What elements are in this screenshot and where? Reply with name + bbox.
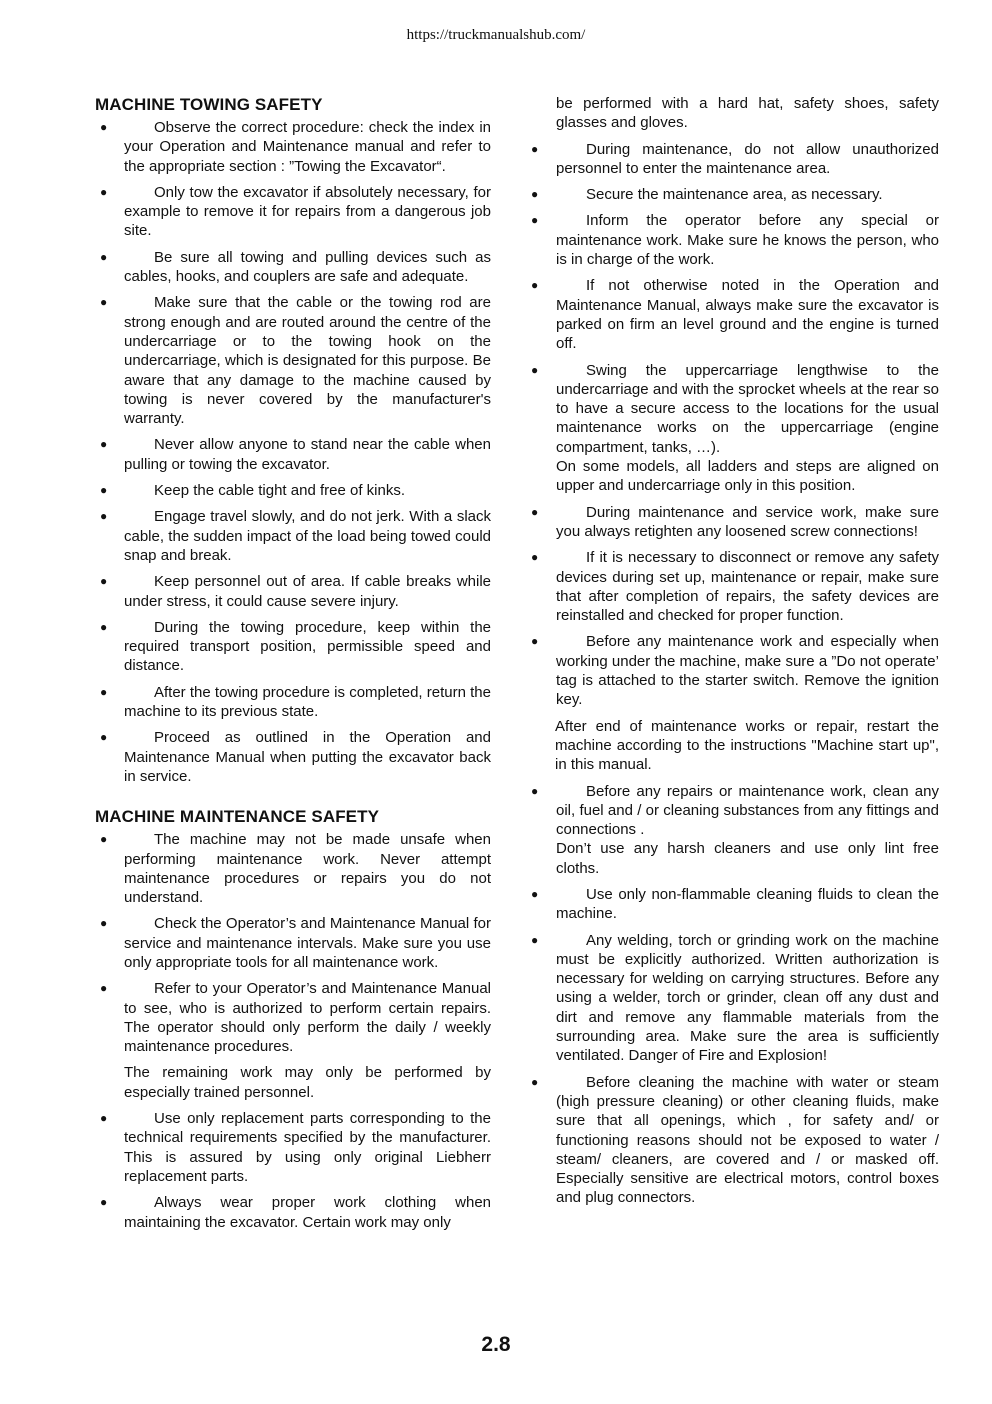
list-item xyxy=(526,548,939,625)
maintenance-safety-heading: MACHINE MAINTENANCE SAFETY xyxy=(95,807,380,827)
list-item xyxy=(95,481,491,500)
list-item xyxy=(95,1193,491,1232)
bullet-icon: ● xyxy=(100,574,108,589)
list-item xyxy=(95,572,491,611)
bullet-icon: ● xyxy=(100,730,108,745)
list-item-text: Only tow the excavator if absolutely necessary, for example to remove it for repairs from a dangerous job site. xyxy=(124,183,491,240)
bullet-icon: ● xyxy=(100,684,108,699)
bullet-icon: ● xyxy=(100,295,108,310)
list-item-text: Always wear proper work clothing when maintaining the excavator. Certain work may only xyxy=(124,1194,491,1231)
continued-text: be performed with a hard hat, safety shoes, safety glasses and gloves. xyxy=(556,95,939,132)
bullet-icon: ● xyxy=(531,1074,539,1089)
list-item xyxy=(95,979,491,1056)
list-item xyxy=(526,503,939,542)
list-item xyxy=(95,507,491,565)
towing-list xyxy=(95,118,491,786)
maintenance-list-1 xyxy=(95,830,491,1056)
list-item-text: Be sure all towing and pulling devices such as cables, hooks, and couplers are safe and adequate. xyxy=(124,248,491,286)
bullet-icon: ● xyxy=(531,362,539,377)
list-item xyxy=(526,185,939,204)
list-item xyxy=(526,885,939,924)
list-item xyxy=(95,914,491,972)
list-item xyxy=(526,140,939,179)
bullet-icon: ● xyxy=(100,483,108,498)
source-url: https://truckmanualshub.com/ xyxy=(406,27,586,43)
maintenance-list-3 xyxy=(526,140,939,354)
bullet-icon: ● xyxy=(100,619,108,634)
bullet-icon: ● xyxy=(100,916,108,931)
list-item xyxy=(526,782,939,878)
bullet-icon: ● xyxy=(100,184,108,199)
clean-note: Don’t use any harsh cleaners and use only lint free cloths. xyxy=(556,840,939,877)
swing-item-text: Swing the uppercarriage lengthwise to the undercarriage and with the sprocket wheels at the rear so to have a secure access to the locations for the usual maintenance works on the uppercarriage (engine compartment, tanks, …). xyxy=(556,361,939,456)
list-item xyxy=(95,293,491,428)
swing-note: On some models, all ladders and steps are aligned on upper and undercarriage only in this position. xyxy=(556,458,939,495)
list-item-text: Inform the operator before any special or maintenance work. Make sure he knows the person, who is in charge of the work. xyxy=(556,212,939,269)
bullet-icon: ● xyxy=(100,120,108,134)
list-item xyxy=(95,248,491,287)
list-item xyxy=(95,618,491,676)
list-item-text: Proceed as outlined in the Operation and Maintenance Manual when putting the excavator back in service. xyxy=(124,729,491,785)
list-item-text: Check the Operator’s and Maintenance Manual for service and maintenance intervals. Make sure you use only appropriate tools for all maintenance work. xyxy=(124,915,491,971)
list-item-text: Before cleaning the machine with water or steam (high pressure cleaning) or other cleaning fluids, make sure that all openings, which , for safety and/ or functioning reasons should not be exposed to water / steam/ cleaners, are covered and / or masked off. Especially sensitive are electrical motors, control boxes and plug connectors. xyxy=(556,1073,939,1207)
list-item-text: After the towing procedure is completed, return the machine to its previous state. xyxy=(124,683,491,721)
bullet-icon: ● xyxy=(531,504,539,519)
list-item-text: Before any maintenance work and especially when working under the machine, make sure a ”Do not operate’ tag is attached to the starter switch. Remove the ignition key. xyxy=(556,633,939,709)
restart-note: After end of maintenance works or repair, restart the machine according to the instructions "Machine start up", in this manual. xyxy=(555,717,939,774)
bullet-icon: ● xyxy=(531,213,539,228)
list-item-text: If not otherwise noted in the Operation and Maintenance Manual, always make sure the excavator is parked on firm an level ground and the engine is turned off. xyxy=(556,277,939,353)
bullet-icon: ● xyxy=(531,932,539,947)
list-item-text: If it is necessary to disconnect or remove any safety devices during set up, maintenance or repair, make sure that after completion of repairs, the safety devices are reinstalled and checked for proper function. xyxy=(556,549,939,625)
bullet-icon: ● xyxy=(531,783,539,798)
page-number: 2.8 xyxy=(481,1333,511,1356)
list-item xyxy=(95,830,491,907)
list-item-text: Use only replacement parts corresponding to the technical requirements specified by the manufacturer. This is assured by using only original Liebherr replacement parts. xyxy=(124,1110,491,1185)
towing-safety-heading: MACHINE TOWING SAFETY xyxy=(95,95,323,114)
list-item xyxy=(526,931,939,1066)
maintenance-list-2 xyxy=(95,1109,491,1232)
bullet-icon: ● xyxy=(100,832,108,847)
list-item-text: During the towing procedure, keep within the required transport position, permissible speed and distance. xyxy=(124,618,491,675)
bullet-icon: ● xyxy=(531,141,539,156)
bullet-icon: ● xyxy=(531,278,539,293)
list-item xyxy=(95,1109,491,1186)
list-item-text: Keep the cable tight and free of kinks. xyxy=(154,482,405,500)
list-item xyxy=(526,632,939,709)
bullet-icon: ● xyxy=(100,437,108,452)
list-item-text: During maintenance, do not allow unauthorized personnel to enter the maintenance area. xyxy=(556,140,939,177)
left-column xyxy=(95,94,491,1239)
list-item-text: Any welding, torch or grinding work on the machine must be explicitly authorized. Written authorization is necessary for welding on carrying structures. Before any using a welder, torch or grinder, clean off any dust and dirt and remove any flammable materials from the surrounding area. Make sure the area is sufficiently ventilated. Danger of Fire and Explosion! xyxy=(556,931,939,1065)
list-item-text: Secure the maintenance area, as necessary. xyxy=(586,186,883,204)
clean-item-text: Before any repairs or maintenance work, clean any oil, fuel and / or cleaning substances from any fittings and connections . xyxy=(556,782,939,839)
right-column xyxy=(526,94,939,1215)
bullet-icon: ● xyxy=(531,634,539,649)
bullet-icon: ● xyxy=(531,886,539,901)
list-item-text: Use only non-flammable cleaning fluids to clean the machine. xyxy=(556,885,939,923)
list-item-text: During maintenance and service work, make sure you always retighten any loosened screw connections! xyxy=(556,503,939,540)
list-item-text: Never allow anyone to stand near the cable when pulling or towing the excavator. xyxy=(124,436,491,473)
list-item xyxy=(95,118,491,176)
bullet-icon: ● xyxy=(100,981,108,996)
list-item-text: Keep personnel out of area. If cable breaks while under stress, it could cause severe injury. xyxy=(124,573,491,610)
bullet-icon: ● xyxy=(531,187,539,202)
list-item xyxy=(95,683,491,722)
list-item-text: Engage travel slowly, and do not jerk. With a slack cable, the sudden impact of the load being towed could snap and break. xyxy=(124,508,491,564)
bullet-icon: ● xyxy=(100,509,108,524)
list-item xyxy=(95,728,491,786)
list-item-text: The machine may not be made unsafe when performing maintenance work. Never attempt maintenance procedures or repairs you do not understand. xyxy=(124,831,491,907)
bullet-icon: ● xyxy=(531,550,539,565)
bullet-icon: ● xyxy=(100,249,108,264)
list-item-text: Observe the correct procedure: check the index in your Operation and Maintenance manual and refer to the appropriate section : ”Towing the Excavator“. xyxy=(124,119,491,175)
bullet-icon: ● xyxy=(100,1111,108,1126)
bullet-icon: ● xyxy=(100,1195,108,1210)
maintenance-list-4 xyxy=(526,503,939,710)
remaining-work-note: The remaining work may only be performed by especially trained personnel. xyxy=(124,1064,491,1101)
list-item xyxy=(526,211,939,269)
list-item xyxy=(95,435,491,474)
maintenance-list-5 xyxy=(526,885,939,1208)
list-item xyxy=(526,1073,939,1208)
list-item xyxy=(526,361,939,496)
list-item xyxy=(526,276,939,353)
list-item-text: Refer to your Operator’s and Maintenance Manual to see, who is authorized to perform certain repairs. The operator should only perform the daily / weekly maintenance procedures. xyxy=(124,980,491,1056)
list-item-text: Make sure that the cable or the towing rod are strong enough and are routed around the centre of the undercarriage or to the towing hook on the undercarriage, which is designated for this purpose. Be aware that any damage to the machine caused by towing is never covered by the manufacturer's warranty. xyxy=(124,294,491,428)
list-item xyxy=(95,183,491,241)
